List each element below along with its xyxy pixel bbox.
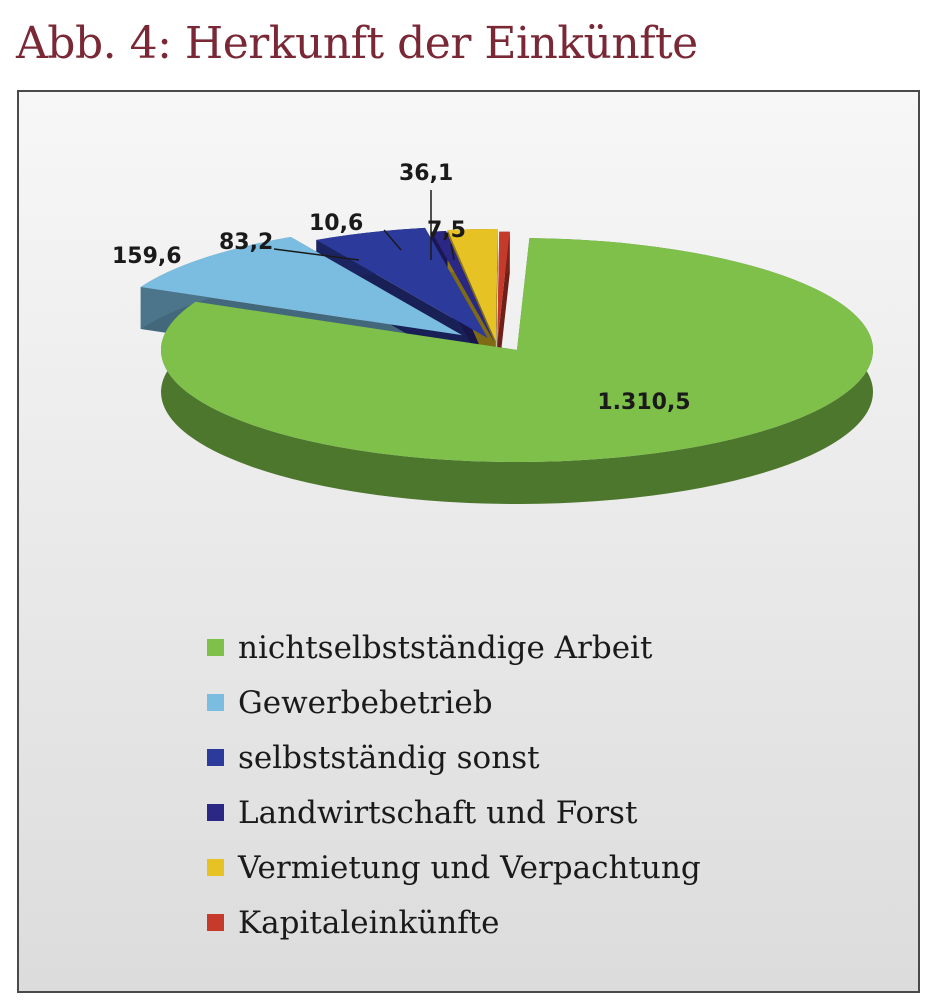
value-label: 7,5 [427, 218, 466, 243]
legend-swatch [207, 749, 224, 766]
value-label: 36,1 [399, 161, 454, 186]
chart-title: Abb. 4: Herkunft der Einkünfte [16, 18, 698, 69]
chart-frame [17, 90, 920, 993]
legend-label: Kapitaleinkünfte [238, 904, 500, 941]
value-label: 10,6 [309, 211, 364, 236]
legend-item [207, 785, 701, 840]
value-label: 159,6 [112, 244, 182, 269]
legend-swatch [207, 694, 224, 711]
legend-swatch [207, 639, 224, 656]
legend-item [207, 895, 701, 950]
legend-swatch [207, 914, 224, 931]
legend-label: Vermietung und Verpachtung [238, 849, 701, 886]
legend-item [207, 730, 701, 785]
legend-label: nichtselbstständige Arbeit [238, 629, 653, 666]
legend-item [207, 840, 701, 895]
legend-swatch [207, 804, 224, 821]
legend-swatch [207, 859, 224, 876]
legend-item [207, 620, 701, 675]
legend-label: selbstständig sonst [238, 739, 540, 776]
legend-item [207, 675, 701, 730]
legend-label: Landwirtschaft und Forst [238, 794, 638, 831]
value-label: 83,2 [219, 230, 274, 255]
legend [207, 620, 701, 950]
legend-label: Gewerbebetrieb [238, 684, 493, 721]
value-label: 1.310,5 [597, 390, 691, 415]
